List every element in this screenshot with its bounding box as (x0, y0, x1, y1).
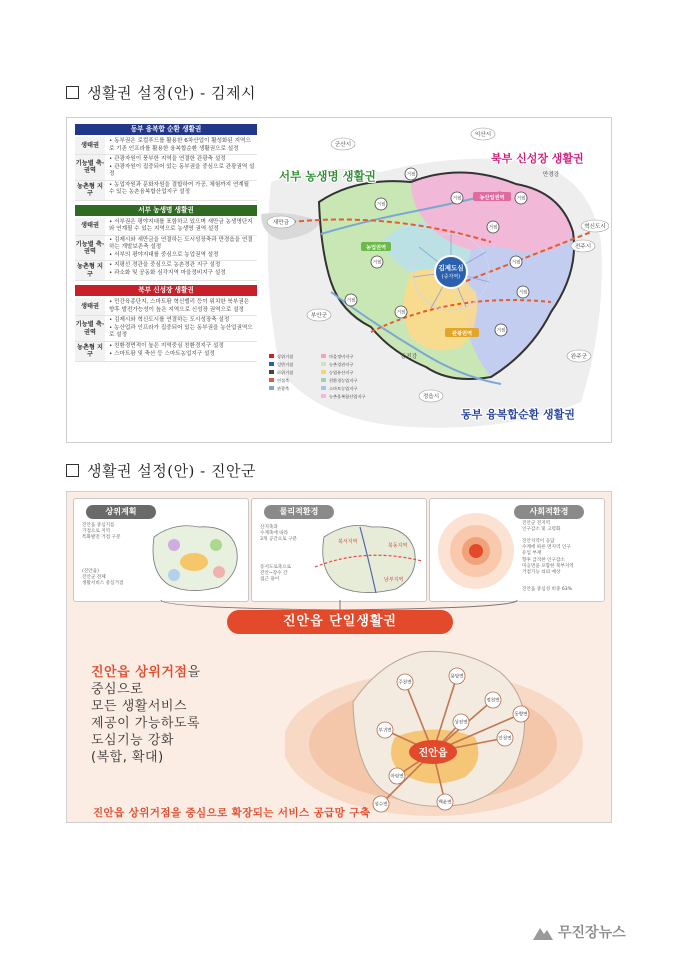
nongsan-zone-label: 농산업권역 (479, 195, 505, 201)
row-text: • 서부권은 평야지대를 포함하고 있으며 새만금 농생명단지와 연계될 수 있는 지역으로 농생명 권역 설정 (109, 218, 253, 233)
saemangeum-label: 새만금 (272, 220, 290, 226)
jinan-panel (66, 491, 612, 823)
group-title: 북부 신성장 생활권 (75, 285, 257, 296)
table-row (75, 155, 257, 181)
row-text: • 동부권은 로컬푸드를 활용한 6차산업이 활성화된 지역으로 기존 인프라를 활용한 융복합순환 생활권으로 설정 (109, 138, 251, 152)
subpanel-social (429, 498, 605, 602)
slogan (91, 664, 201, 766)
town-label: 용담면 (450, 674, 464, 680)
hub-label: 거점 (452, 196, 462, 202)
watermark-text: 무진장뉴스 (558, 925, 626, 941)
gimje-policy-table (75, 124, 257, 436)
wanju-label: 완주군 (570, 354, 588, 360)
watermark (532, 922, 626, 942)
row-label: 생태권 (75, 298, 105, 315)
town-label: 정천면 (486, 698, 500, 704)
row-label: 기능별 축·권역 (75, 316, 105, 341)
legend-swatch (269, 354, 274, 358)
jinan-map (285, 642, 595, 818)
hub-label: 거점 (396, 310, 406, 316)
social-radial-diagram (434, 509, 518, 593)
town-label: 부귀면 (378, 728, 392, 734)
slogan-highlight: 진안읍 상위거점 (91, 665, 188, 680)
row-label: 기능별 축·권역 (75, 155, 105, 180)
buan-label: 부안군 (310, 313, 328, 319)
row-text: • 김제시와 새만금을 연결하는 도시성장축과 만경읍을 연결하는 개발보존축 설정 • 서부의 평야지대를 중심으로 농업권역 설정 (109, 236, 253, 258)
slogan-line-6: (복합, 확대) (91, 750, 164, 765)
row-text: • 친환경면적이 높은 지역중심 친환경지구 설정 • 스마트팜 및 축산 등 스마트농업지구 설정 (109, 342, 224, 357)
legend-swatch (269, 386, 274, 390)
row-text: • 관광자원이 풍부한 지역을 연결한 관광축 설정 • 관광자원이 집중되어 있는 동부권을 중심으로 관광권역 설정 (109, 156, 255, 178)
jinan-footer: 진안읍 상위거점을 중심으로 확장되는 서비스 공급망 구축 (93, 807, 371, 819)
legend-label: 연접축 (277, 378, 290, 383)
table-row (75, 261, 257, 281)
hub-label: 거점 (376, 202, 386, 208)
legend-label: 농촌융복합산업지구 (329, 394, 366, 399)
subpanel-physical (251, 498, 427, 602)
south-label: 남부지역 (384, 577, 404, 583)
row-text: • 지평선 경관을 중심으로 농촌경관 지구 설정 • 과소화 및 공동화 심각지역 마을정비지구 설정 (109, 262, 226, 276)
hub-label: 거점 (511, 260, 521, 266)
town-label: 동향면 (514, 712, 528, 718)
legend-swatch (321, 354, 326, 358)
row-label: 농촌형 지구 (75, 261, 105, 280)
legend-label: 하위거점 (277, 370, 294, 375)
hub-label: 거점 (372, 260, 382, 266)
west-zone-label: 서부 농생명 생활권 (279, 169, 376, 183)
legend-swatch (321, 386, 326, 390)
town-label: 마령면 (390, 774, 404, 780)
checkbox-icon (66, 86, 79, 99)
legend-swatch (321, 370, 326, 374)
row-label: 생태권 (75, 218, 105, 235)
section-heading-jinan (66, 460, 256, 481)
physical-mini-map (310, 517, 424, 599)
east-zone-label: 동부 융복합순환 생활권 (461, 408, 575, 421)
hub-label: 거점 (496, 328, 506, 334)
subpanel-note-3: 진안읍 중심성 비중 63% (522, 587, 573, 592)
hub-label: 거점 (406, 172, 416, 178)
gwangwang-zone-label: 관광권역 (451, 331, 473, 337)
hub-label: 거점 (488, 225, 498, 231)
group-title: 서부 농생명 생활권 (75, 205, 257, 216)
town-label: 안천면 (498, 736, 512, 742)
group-title: 동부 융복합 순환 생활권 (75, 124, 257, 135)
subpanel-note-2: (진안읍) 진안군 전체 생활서비스 중심거점 (82, 569, 124, 587)
legend-swatch (269, 362, 274, 366)
center-sub-label: (중자역) (441, 274, 461, 280)
hub-label: 거점 (518, 290, 528, 296)
section-title: 생활권 설정(안) - 진안군 (87, 462, 256, 480)
table-row (75, 342, 257, 362)
subpanel-title: 상위계획 (86, 505, 156, 519)
row-text: • 김제시와 혁신도시를 연결하는 도시성장축 설정 • 농산업과 인프라가 집중되어 있는 동부권을 농산업권역으로 설정 (109, 317, 253, 339)
hub-label: 거점 (516, 196, 526, 202)
legend-swatch (321, 394, 326, 398)
table-row (75, 137, 257, 155)
subpanel-note-2: 진안지역이 응답 수계에 따른 면지역 인구 유입 부재 향후 급격한 인구감소 미응면을 포함한 북부지역 거점기능 쇠퇴 예상 (522, 539, 574, 575)
upper-plan-mini-map (144, 517, 244, 597)
legend-label: 상위거점 (277, 354, 294, 359)
mangyeong-river-label: 만경강 (542, 172, 560, 178)
gunsan-label: 군산시 (334, 142, 352, 148)
subpanel-upper-plan (73, 498, 249, 602)
legend-label: 마을정비지구 (329, 354, 354, 359)
slogan-line-3: 모든 생활서비스 (91, 699, 188, 714)
table-row (75, 316, 257, 342)
dongjin-river-label: 동진강 (400, 354, 418, 360)
jeonju-label: 전주시 (574, 244, 592, 250)
legend-label: 관광축 (277, 386, 290, 391)
iksan-label: 익산시 (474, 132, 492, 138)
nongeop-zone-label: 농업권역 (365, 245, 387, 251)
row-label: 농촌형 지구 (75, 181, 105, 200)
slogan-line-1: 을 (187, 665, 201, 680)
hyeoksin-label: 혁신도시 (584, 224, 606, 230)
slogan-line-5: 도심기능 강화 (91, 733, 174, 748)
legend-label: 농업유산지구 (329, 370, 354, 375)
north-zone-label: 북부 신성장 생활권 (491, 152, 584, 165)
legend-label: 친환경농업지구 (329, 378, 358, 383)
town-label: 성수면 (374, 802, 388, 808)
section-heading-gimje (66, 82, 256, 103)
town-label: 상전면 (454, 720, 468, 726)
subpanel-note: 진안읍 중심지를 기점으로 지역 특화발전 거점 구분 (82, 523, 121, 541)
slogan-line-4: 제공이 가능하도록 (91, 716, 201, 731)
mountain-logo-icon (532, 922, 554, 942)
north-east-label: 북동지역 (388, 543, 408, 549)
subpanel-note-2: 동서도로축으로 진안~장수 간 접근 용이 (260, 565, 292, 583)
center-town-label: 진안읍 (418, 748, 448, 759)
legend-swatch (321, 378, 326, 382)
town-label: 백운면 (438, 800, 452, 806)
legend-label: 농촌경관지구 (329, 362, 354, 367)
table-row (75, 181, 257, 201)
table-row (75, 298, 257, 316)
row-label: 생태권 (75, 137, 105, 154)
table-row (75, 218, 257, 236)
slogan-line-2: 중심으로 (91, 682, 144, 697)
center-hub (435, 256, 467, 288)
subpanel-note: 진안군 전지역 인구감소 및 고령화 (522, 521, 561, 533)
checkbox-icon (66, 464, 79, 477)
banner: 진안읍 단일생활권 (227, 610, 453, 634)
hub-label: 거점 (346, 298, 356, 304)
row-text: • 농업자원과 문화자원을 결합하여 가공, 체험까지 연계될 수 있는 농촌융복합산업지구 설정 (109, 181, 250, 196)
gimje-map (261, 122, 609, 440)
subpanel-title: 물리적환경 (264, 505, 334, 519)
row-text: • 민간육종단지, 스마트팜 혁신밸리 등이 위치한 북부권은 향후 발전가능성이 높은 지역으로 신성장 권역으로 설정 (109, 299, 250, 313)
north-west-label: 북서지역 (338, 539, 358, 545)
legend-swatch (269, 378, 274, 382)
legend-label: 일반거점 (277, 362, 294, 367)
row-label: 기능별 축·권역 (75, 236, 105, 261)
row-label: 농촌형 지구 (75, 342, 105, 361)
table-row (75, 236, 257, 262)
center-label: 김제도심 (438, 264, 464, 272)
legend-swatch (321, 362, 326, 366)
legend-swatch (269, 370, 274, 374)
town-label: 주천면 (398, 680, 412, 686)
section-title: 생활권 설정(안) - 김제시 (87, 84, 256, 102)
jeongeup-label: 정읍시 (422, 394, 440, 400)
subpanel-note: 산지축과 수계축에 따라 3개 공간으로 구분 (260, 525, 297, 543)
subpanel-title: 사회적환경 (514, 505, 584, 519)
gimje-panel (66, 117, 612, 443)
legend-label: 스마트농업지구 (329, 386, 358, 391)
